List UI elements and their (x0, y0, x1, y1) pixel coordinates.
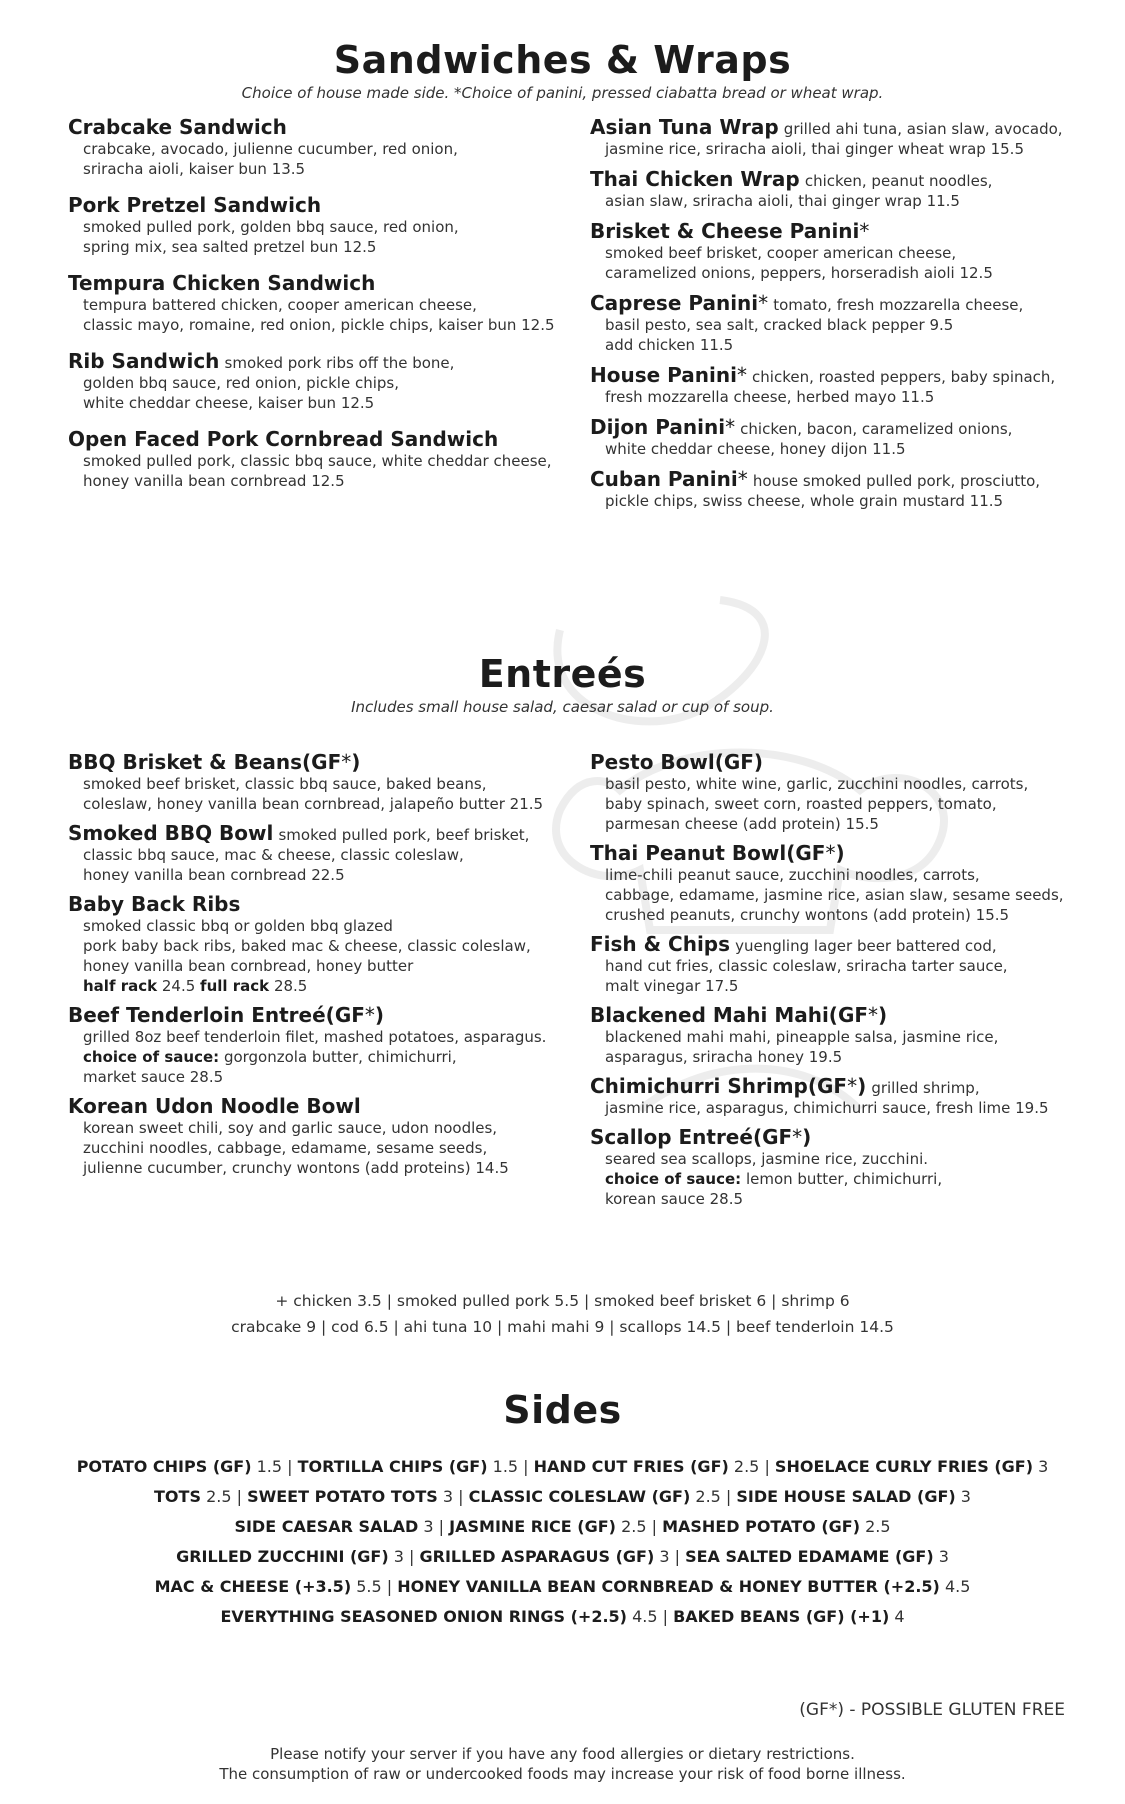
menu-item-name: Beef Tenderloin Entreé(GF (68, 1003, 365, 1027)
addons-line-1: + chicken 3.5 | smoked pulled pork 5.5 | smoked beef brisket 6 | shrimp 6 (275, 1292, 850, 1310)
menu-item-description: grilled ahi tuna, asian slaw, avocado, (783, 120, 1063, 138)
footer-line-1: Please notify your server if you have any food allergies or dietary restrictions. (270, 1745, 855, 1763)
menu-item-details (68, 774, 556, 814)
menu-item-description: chicken, roasted peppers, baby spinach, (752, 368, 1056, 386)
sides-row (0, 1572, 1125, 1602)
description-line: smoked beef brisket, classic bbq sauce, baked beans, (83, 775, 487, 793)
menu-item-details (590, 139, 1078, 159)
menu-item (68, 892, 556, 996)
menu-item-name: Korean Udon Noodle Bowl (68, 1094, 361, 1118)
gf-asterisk: * (792, 1125, 803, 1149)
gf-asterisk: * (758, 291, 769, 315)
menu-item (68, 821, 556, 885)
menu-item-name-close: ) (374, 1003, 385, 1027)
side-separator: | (657, 1607, 674, 1626)
description-line: smoked classic bbq or golden bbq glazed (83, 917, 393, 935)
side-item (662, 1517, 890, 1536)
side-price: 4 (894, 1607, 905, 1626)
description-line: parmesan cheese (add protein) 15.5 (605, 815, 879, 833)
sides-row (0, 1452, 1125, 1482)
menu-item (590, 363, 1078, 407)
menu-item-heading (590, 932, 1078, 956)
menu-item-details (68, 1118, 556, 1178)
sandwiches-right-column (590, 115, 1078, 519)
menu-item-name-close: ) (802, 1125, 812, 1149)
menu-item (590, 467, 1078, 511)
menu-item-details (68, 217, 556, 257)
allergy-footer (0, 1744, 1125, 1784)
menu-item-heading (590, 291, 1078, 315)
sauce-label: choice of sauce: (83, 1048, 220, 1066)
description-line: fresh mozzarella cheese, herbed mayo 11.5 (605, 388, 935, 406)
sauce-options: lemon butter, chimichurri, (745, 1170, 943, 1188)
menu-item-name: Scallop Entreé(GF (590, 1125, 793, 1149)
menu-item-heading (68, 892, 556, 916)
menu-item-name: Blackened Mahi Mahi(GF (590, 1003, 869, 1027)
menu-item-name: Thai Chicken Wrap (590, 167, 800, 191)
gf-asterisk: * (847, 1074, 858, 1098)
menu-item-heading (590, 750, 1078, 774)
description-line: jasmine rice, asparagus, chimichurri sauce, fresh lime 19.5 (605, 1099, 1049, 1117)
menu-item (590, 1003, 1078, 1067)
menu-item-name-close: ) (835, 841, 845, 865)
menu-item-heading (590, 467, 1078, 491)
sides-list (0, 1452, 1125, 1632)
description-line: market sauce 28.5 (83, 1068, 224, 1086)
menu-item-details (590, 491, 1078, 511)
side-name: HONEY VANILLA BEAN CORNBREAD & HONEY BUTTER (+2.5) (397, 1577, 940, 1596)
side-item (449, 1517, 646, 1536)
gf-asterisk: * (868, 1003, 879, 1027)
menu-item-name: Thai Peanut Bowl(GF (590, 841, 826, 865)
side-item (234, 1517, 433, 1536)
addons-line-2: crabcake 9 | cod 6.5 | ahi tuna 10 | mahi mahi 9 | scallops 14.5 | beef tenderloin 14.5 (231, 1318, 894, 1336)
sides-row (0, 1542, 1125, 1572)
menu-item-name: Fish & Chips (590, 932, 731, 956)
side-item (736, 1487, 971, 1506)
description-line: korean sweet chili, soy and garlic sauce, udon noodles, (83, 1119, 498, 1137)
description-line: basil pesto, sea salt, cracked black pepper 9.5 (605, 316, 954, 334)
side-price: 3 (1038, 1457, 1049, 1476)
menu-item (590, 1125, 1078, 1209)
description-line: crushed peanuts, crunchy wontons (add protein) 15.5 (605, 906, 1010, 924)
menu-item-name: Pork Pretzel Sandwich (68, 193, 322, 217)
description-line: add chicken 11.5 (605, 336, 734, 354)
menu-item-details (590, 1149, 1078, 1209)
menu-item-heading (68, 1094, 556, 1118)
side-price: 3 (442, 1487, 454, 1506)
side-name: SWEET POTATO TOTS (247, 1487, 438, 1506)
sauce-choice (83, 1047, 556, 1067)
description-line: julienne cucumber, crunchy wontons (add proteins) 14.5 (83, 1159, 509, 1177)
description-line: basil pesto, white wine, garlic, zucchini noodles, carrots, (605, 775, 1029, 793)
side-item (220, 1607, 657, 1626)
full-rack-price: 28.5 (273, 977, 308, 995)
menu-item (68, 427, 556, 491)
sides-row (0, 1602, 1125, 1632)
side-name: JASMINE RICE (GF) (449, 1517, 616, 1536)
description-line: smoked beef brisket, cooper american cheese, (605, 244, 957, 262)
rack-prices (83, 976, 556, 996)
menu-item (590, 1074, 1078, 1118)
menu-item-heading (590, 841, 1078, 865)
menu-item-description: smoked pork ribs off the bone, (224, 354, 455, 372)
full-rack-label: full rack (200, 977, 270, 995)
menu-item-heading (590, 167, 1078, 191)
menu-item-name: Cuban Panini (590, 467, 738, 491)
side-name: SEA SALTED EDAMAME (GF) (685, 1547, 934, 1566)
side-item (673, 1607, 904, 1626)
description-line: white cheddar cheese, honey dijon 11.5 (605, 440, 906, 458)
side-price: 2.5 (621, 1517, 647, 1536)
side-name: CLASSIC COLESLAW (GF) (468, 1487, 691, 1506)
gf-asterisk: * (736, 363, 747, 387)
menu-item-details (68, 1027, 556, 1087)
sauce-choice (605, 1169, 1078, 1189)
side-price: 2.5 (206, 1487, 232, 1506)
side-separator: | (669, 1547, 686, 1566)
entrees-title: Entreés (478, 652, 647, 696)
sauce-label: choice of sauce: (605, 1170, 742, 1188)
description-line: golden bbq sauce, red onion, pickle chips, (83, 374, 399, 392)
description-line: jasmine rice, sriracha aioli, thai ginger wheat wrap 15.5 (605, 140, 1024, 158)
footer-line-2: The consumption of raw or undercooked foods may increase your risk of food borne illness. (219, 1765, 906, 1783)
menu-item-details (590, 191, 1078, 211)
menu-item-heading (68, 821, 556, 845)
menu-item-description: chicken, peanut noodles, (804, 172, 993, 190)
menu-item-heading (590, 219, 1078, 243)
side-price: 3 (938, 1547, 949, 1566)
menu-item-details (68, 373, 556, 413)
side-item (154, 1487, 232, 1506)
sandwiches-title: Sandwiches & Wraps (333, 38, 792, 82)
side-name: SIDE HOUSE SALAD (GF) (736, 1487, 956, 1506)
menu-item (68, 1094, 556, 1178)
menu-item (590, 415, 1078, 459)
description-line: crabcake, avocado, julienne cucumber, red onion, (83, 140, 458, 158)
sandwiches-subtitle: Choice of house made side. *Choice of panini, pressed ciabatta bread or wheat wrap. (241, 84, 884, 102)
description-line: pickle chips, swiss cheese, whole grain mustard 11.5 (605, 492, 1004, 510)
side-item (397, 1577, 970, 1596)
half-rack-price: 24.5 (161, 977, 196, 995)
side-name: SIDE CAESAR SALAD (234, 1517, 419, 1536)
menu-item-heading (68, 193, 556, 217)
description-line: smoked pulled pork, golden bbq sauce, red onion, (83, 218, 459, 236)
side-separator: | (720, 1487, 737, 1506)
menu-item-name: Baby Back Ribs (68, 892, 241, 916)
side-price: 1.5 (492, 1457, 519, 1476)
menu-item (590, 167, 1078, 211)
description-line: classic bbq sauce, mac & cheese, classic coleslaw, (83, 846, 464, 864)
side-separator: | (759, 1457, 775, 1476)
menu-item-description: house smoked pulled pork, prosciutto, (752, 472, 1041, 490)
menu-item-description: chicken, bacon, caramelized onions, (740, 420, 1013, 438)
menu-item-name: Asian Tuna Wrap (590, 115, 779, 139)
side-separator: | (381, 1577, 398, 1596)
side-name: GRILLED ASPARAGUS (GF) (419, 1547, 655, 1566)
entrees-subtitle: Includes small house salad, caesar salad or cup of soup. (351, 698, 774, 716)
menu-item-name: Caprese Panini (590, 291, 759, 315)
menu-item-name: Chimichurri Shrimp(GF (590, 1074, 848, 1098)
description-line: coleslaw, honey vanilla bean cornbread, jalapeño butter 21.5 (83, 795, 544, 813)
half-rack-label: half rack (83, 977, 158, 995)
side-item (247, 1487, 453, 1506)
side-name: MASHED POTATO (GF) (662, 1517, 861, 1536)
menu-item-details (68, 295, 556, 335)
side-item (155, 1577, 382, 1596)
description-line: lime-chili peanut sauce, zucchini noodles, carrots, (605, 866, 980, 884)
description-line: blackened mahi mahi, pineapple salsa, jasmine rice, (605, 1028, 999, 1046)
side-item (534, 1457, 760, 1476)
menu-item-name: Rib Sandwich (68, 349, 220, 373)
menu-item-heading (590, 1125, 1078, 1149)
entrees-right-column (590, 750, 1078, 1216)
menu-item-name: BBQ Brisket & Beans(GF (68, 750, 342, 774)
menu-item-heading (68, 750, 556, 774)
description-line: baby spinach, sweet corn, roasted peppers, tomato, (605, 795, 997, 813)
side-separator: | (433, 1517, 450, 1536)
sides-row (0, 1512, 1125, 1542)
description-line: zucchini noodles, cabbage, edamame, sesame seeds, (83, 1139, 488, 1157)
menu-item (590, 219, 1078, 283)
menu-item-name: Open Faced Pork Cornbread Sandwich (68, 427, 499, 451)
menu-item-name: House Panini (590, 363, 737, 387)
description-line: sriracha aioli, kaiser bun 13.5 (83, 160, 306, 178)
menu-item-details (590, 774, 1078, 834)
description-line: seared sea scallops, jasmine rice, zucchini. (605, 1150, 929, 1168)
side-name: GRILLED ZUCCHINI (GF) (176, 1547, 389, 1566)
menu-item-name: Crabcake Sandwich (68, 115, 287, 139)
description-line: honey vanilla bean cornbread 22.5 (83, 866, 345, 884)
side-name: POTATO CHIPS (GF) (76, 1457, 252, 1476)
description-line: honey vanilla bean cornbread 12.5 (83, 472, 345, 490)
menu-item-details (590, 243, 1078, 283)
side-separator: | (231, 1487, 248, 1506)
side-name: EVERYTHING SEASONED ONION RINGS (+2.5) (220, 1607, 627, 1626)
menu-item-details (68, 916, 556, 996)
gf-asterisk: * (737, 467, 748, 491)
menu-item (68, 193, 556, 257)
menu-item-details (590, 1098, 1078, 1118)
side-price: 2.5 (695, 1487, 721, 1506)
menu-item-description: tomato, fresh mozzarella cheese, (773, 296, 1024, 314)
side-item (298, 1457, 518, 1476)
entrees-menu (68, 750, 1078, 1216)
menu-item-details (68, 139, 556, 179)
side-name: SHOELACE CURLY FRIES (GF) (774, 1457, 1034, 1476)
sandwiches-left-column (68, 115, 556, 519)
side-price: 3 (423, 1517, 434, 1536)
side-separator: | (282, 1457, 298, 1476)
description-line: malt vinegar 17.5 (605, 977, 739, 995)
description-line: caramelized onions, peppers, horseradish aioli 12.5 (605, 264, 993, 282)
menu-item-heading (590, 363, 1078, 387)
protein-addons (0, 1288, 1125, 1340)
sides-title: Sides (503, 1388, 622, 1432)
menu-item-details (68, 845, 556, 885)
gf-asterisk: * (364, 1003, 375, 1027)
menu-item (68, 349, 556, 413)
menu-item-details (68, 451, 556, 491)
description-line: grilled 8oz beef tenderloin filet, mashed potatoes, asparagus. (83, 1028, 547, 1046)
side-separator: | (453, 1487, 469, 1506)
menu-item-details (590, 1027, 1078, 1067)
menu-item-heading (68, 271, 556, 295)
gf-asterisk: * (725, 415, 736, 439)
menu-item-description: yuengling lager beer battered cod, (735, 937, 997, 955)
menu-item-name: Tempura Chicken Sandwich (68, 271, 376, 295)
menu-item-heading (68, 1003, 556, 1027)
side-price: 3 (659, 1547, 670, 1566)
menu-item-name-close: ) (878, 1003, 888, 1027)
side-price: 4.5 (944, 1577, 971, 1596)
menu-item-name: Pesto Bowl(GF) (590, 750, 764, 774)
menu-item (590, 750, 1078, 834)
side-price: 3 (960, 1487, 971, 1506)
menu-item-name: Dijon Panini (590, 415, 726, 439)
menu-item-details (590, 865, 1078, 925)
menu-item (590, 932, 1078, 996)
sides-row (0, 1482, 1125, 1512)
description-line: asian slaw, sriracha aioli, thai ginger wrap 11.5 (605, 192, 960, 210)
side-name: TORTILLA CHIPS (GF) (297, 1457, 488, 1476)
menu-item-heading (590, 415, 1078, 439)
side-price: 4.5 (632, 1607, 658, 1626)
menu-item-details (590, 315, 1078, 355)
menu-item-details (590, 439, 1078, 459)
menu-item (590, 841, 1078, 925)
side-item (775, 1457, 1048, 1476)
entrees-left-column (68, 750, 556, 1216)
sandwiches-menu (68, 115, 1078, 519)
side-name: HAND CUT FRIES (GF) (533, 1457, 729, 1476)
gf-asterisk: * (341, 750, 352, 774)
side-item (469, 1487, 721, 1506)
side-item (420, 1547, 670, 1566)
description-line: asparagus, sriracha honey 19.5 (605, 1048, 843, 1066)
side-name: MAC & CHEESE (+3.5) (154, 1577, 352, 1596)
menu-item (68, 115, 556, 179)
side-price: 2.5 (865, 1517, 891, 1536)
side-item (77, 1457, 282, 1476)
menu-item (590, 291, 1078, 355)
menu-item-heading (590, 1003, 1078, 1027)
side-item (176, 1547, 404, 1566)
menu-item-heading (68, 349, 556, 373)
description-line: hand cut fries, classic coleslaw, sriracha tarter sauce, (605, 957, 1008, 975)
gluten-free-note: (GF*) - POSSIBLE GLUTEN FREE (799, 1700, 1065, 1720)
menu-item-details (590, 956, 1078, 996)
menu-item-description: grilled shrimp, (871, 1079, 980, 1097)
menu-item (68, 750, 556, 814)
menu-item (68, 1003, 556, 1087)
description-line: korean sauce 28.5 (605, 1190, 744, 1208)
side-item (685, 1547, 949, 1566)
description-line: pork baby back ribs, baked mac & cheese, classic coleslaw, (83, 937, 531, 955)
description-line: honey vanilla bean cornbread, honey butter (83, 957, 414, 975)
description-line: smoked pulled pork, classic bbq sauce, white cheddar cheese, (83, 452, 552, 470)
gf-asterisk: * (825, 841, 836, 865)
side-price: 1.5 (256, 1457, 283, 1476)
side-name: TOTS (154, 1487, 201, 1506)
side-price: 2.5 (733, 1457, 760, 1476)
menu-item-description: smoked pulled pork, beef brisket, (278, 826, 530, 844)
menu-item-name: Smoked BBQ Bowl (68, 821, 274, 845)
description-line: white cheddar cheese, kaiser bun 12.5 (83, 394, 375, 412)
side-separator: | (403, 1547, 420, 1566)
menu-item (68, 271, 556, 335)
menu-item-details (590, 387, 1078, 407)
side-name: BAKED BEANS (GF) (+1) (673, 1607, 890, 1626)
description-line: spring mix, sea salted pretzel bun 12.5 (83, 238, 377, 256)
gf-asterisk: * (859, 219, 870, 243)
sauce-options: gorgonzola butter, chimichurri, (223, 1048, 457, 1066)
menu-item-name-close: ) (857, 1074, 867, 1098)
side-price: 5.5 (356, 1577, 382, 1596)
side-separator: | (646, 1517, 663, 1536)
description-line: cabbage, edamame, jasmine rice, asian slaw, sesame seeds, (605, 886, 1064, 904)
menu-item-heading (590, 115, 1078, 139)
description-line: tempura battered chicken, cooper american cheese, (83, 296, 477, 314)
side-price: 3 (393, 1547, 404, 1566)
menu-item-heading (590, 1074, 1078, 1098)
menu-item-heading (68, 115, 556, 139)
menu-item-heading (68, 427, 556, 451)
menu-item-name: Brisket & Cheese Panini (590, 219, 860, 243)
menu-item (590, 115, 1078, 159)
description-line: classic mayo, romaine, red onion, pickle chips, kaiser bun 12.5 (83, 316, 555, 334)
menu-item-name-close: ) (351, 750, 361, 774)
side-separator: | (518, 1457, 534, 1476)
